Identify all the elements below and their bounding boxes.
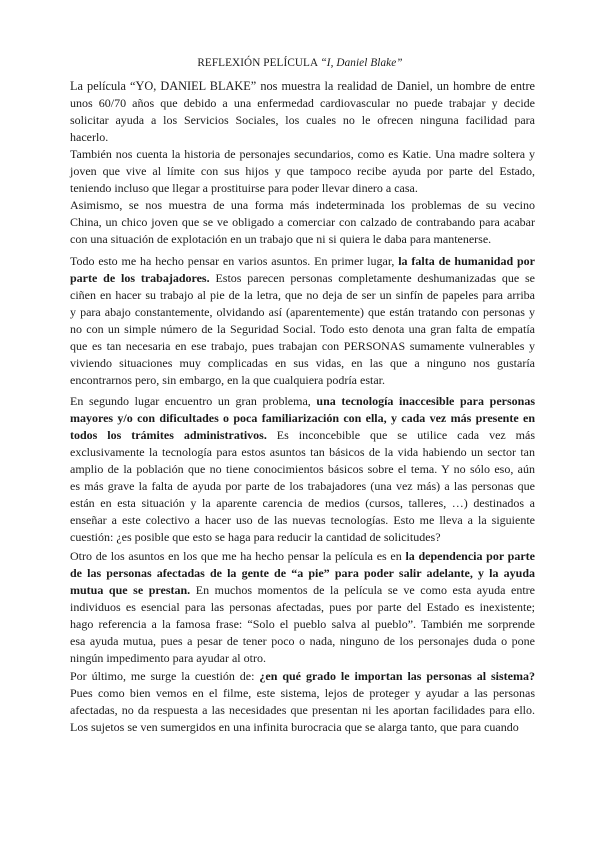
text-segment: viviendo situaciones muy complicadas en sus vidas, en las que a ninguno nos gustaría — [70, 356, 535, 370]
text-segment: Asimismo, se nos muestra de una forma más indeterminada los problemas de su vecino — [70, 198, 535, 212]
text-segment: individuos es esencial para las personas afectadas, pues por parte del Estado es inexistente; — [70, 600, 535, 614]
text-segment: teniendo incluso que llegar a prostituirse para poder llevar dinero a casa. — [70, 181, 418, 195]
text-line — [70, 372, 535, 389]
text-line — [70, 599, 535, 616]
paragraph-intro — [70, 78, 535, 248]
text-line — [70, 633, 535, 650]
text-line — [70, 650, 535, 667]
bold-text: ¿en qué grado le importan las personas al sistema? — [259, 669, 535, 683]
paragraph-system — [70, 668, 535, 736]
text-segment: Otro de los asuntos en los que me ha hecho pensar la película es en — [70, 549, 406, 563]
text-line — [70, 112, 535, 129]
text-segment: encontrarnos pero, sin embargo, en la que cualquiera podría estar. — [70, 373, 385, 387]
bold-text: la falta de humanidad por — [398, 254, 535, 268]
text-line — [70, 270, 535, 287]
text-line — [70, 702, 535, 719]
text-line — [70, 338, 535, 355]
text-segment: También nos cuenta la historia de personajes secundarios, como es Katie. Una madre soltera y — [70, 147, 535, 161]
text-segment: Por último, me surge la cuestión de: — [70, 669, 260, 683]
text-segment: hacerlo. — [70, 130, 109, 144]
text-line — [70, 478, 535, 495]
text-line — [70, 214, 535, 231]
text-line — [70, 529, 535, 546]
text-line — [70, 444, 535, 461]
text-segment: están en esta situación y la aparente carencia de medios (cursos, talleres, …) destinados a — [70, 496, 535, 510]
document-title — [0, 57, 600, 69]
bold-text: una tecnología inaccesible para personas — [316, 394, 535, 408]
text-line — [70, 719, 535, 736]
bold-text: mutua que se prestan. — [70, 583, 191, 597]
text-segment: joven que vive al límite con sus hijos y que tampoco recibe ayuda por parte del Estado, — [70, 164, 535, 178]
text-line — [70, 231, 535, 248]
text-line — [70, 668, 535, 685]
text-segment: esa ayuda mutua, pues a pesar de tener poco o nada, ninguno de los personajes duda o pone — [70, 634, 535, 648]
bold-text: de las personas afectadas de la gente de “a pie” para poder salir adelante, y la ayuda — [70, 566, 535, 580]
text-line — [70, 616, 535, 633]
text-line — [70, 495, 535, 512]
paragraph-humanity — [70, 253, 535, 389]
text-line — [70, 304, 535, 321]
bold-text: la dependencia por parte — [405, 549, 535, 563]
text-line — [70, 410, 535, 427]
text-line — [70, 253, 535, 270]
text-segment: Estos parecen personas completamente deshumanizadas que se — [209, 271, 535, 285]
text-segment: Los sujetos se ven sumergidos en una infinita burocracia que se alarga tanto, que para cuando — [70, 720, 519, 734]
text-segment: es más grave la falta de ayuda por parte de los trabajadores (una vez más) a las personas que — [70, 479, 535, 493]
text-segment: cuestión: ¿es posible que esto se haga para reducir la cantidad de solicitudes? — [70, 530, 441, 544]
text-segment: Pues como bien vemos en el filme, este sistema, lejos de proteger y ayudar a las personas — [70, 686, 535, 700]
text-line — [70, 461, 535, 478]
text-segment: unos 60/70 años que debido a una enfermedad cardiovascular no puede trabajar y decide — [70, 96, 535, 110]
title-prefix: REFLEXIÓN PELÍCULA — [197, 57, 321, 69]
bold-text: parte de los trabajadores. — [70, 271, 210, 285]
text-line — [70, 393, 535, 410]
paragraph-mutual-aid — [70, 548, 535, 667]
text-segment: amplio de la población que no tiene conocimientos básicos sobre el tema. Y no sólo eso, aún — [70, 462, 535, 476]
text-line — [70, 95, 535, 112]
text-line — [70, 78, 535, 95]
text-line — [70, 582, 535, 599]
text-segment: con una situación de explotación en un trabajo que ni si quiera le daba para mantenerse. — [70, 232, 492, 246]
text-line — [70, 287, 535, 304]
text-segment: no con un simple número de la Seguridad Social. Todo esto denota una gran falta de empatía — [70, 322, 535, 336]
text-line — [70, 146, 535, 163]
text-segment: Es inconcebible que se utilice cada vez más — [266, 428, 536, 442]
text-segment: hago referencia a la famosa frase: “Solo el pueblo salva al pueblo”. También me sorprende — [70, 617, 535, 631]
bold-text: todos los trámites administrativos. — [70, 428, 267, 442]
text-line — [70, 427, 535, 444]
text-segment: y para abajo constantemente, olvidando así (aparentemente) que están tratando con personas y — [70, 305, 535, 319]
text-line — [70, 180, 535, 197]
text-segment: En muchos momentos de la película se ve como esta ayuda entre — [190, 583, 535, 597]
bold-text: mayores y/o con dificultades o poca familiarización con ella, y cada vez más presente en — [70, 411, 535, 425]
text-line — [70, 685, 535, 702]
text-line — [70, 129, 535, 146]
text-segment: ciñen en hacer su trabajo al pie de la letra, que no deja de ser un sinfín de papeles para arriba — [70, 288, 535, 302]
text-segment: Todo esto me ha hecho pensar en varios asuntos. En primer lugar, — [70, 254, 399, 268]
text-segment: exclusivamente la tecnología para estos asuntos tan básicos de la vida habiendo un sector tan — [70, 445, 535, 459]
text-segment: China, un chico joven que se ve obligado a comerciar con calzado de contrabando para acabar — [70, 215, 535, 229]
paragraph-technology — [70, 393, 535, 546]
text-segment: que es tan necesaria en ese trabajo, pues trabajan con PERSONAS sumamente vulnerables y — [70, 339, 535, 353]
text-segment: afectadas, no da respuesta a las necesidades que presentan ni les aportan facilidades para ello. — [70, 703, 535, 717]
text-segment: La película “YO, DANIEL BLAKE” nos muestra la realidad de Daniel, un hombre de entre — [70, 79, 535, 93]
text-line — [70, 565, 535, 582]
text-segment: ningún impedimento para ayudar al otro. — [70, 651, 266, 665]
text-line — [70, 163, 535, 180]
title-film: “I, Daniel Blake” — [320, 57, 403, 69]
text-line — [70, 548, 535, 565]
text-segment: solicitar ayuda a los Servicios Sociales, los cuales no le ofrecen ninguna facilidad para — [70, 113, 535, 127]
text-line — [70, 355, 535, 372]
text-line — [70, 512, 535, 529]
text-line — [70, 321, 535, 338]
text-segment: enseñar a este colectivo a hacer uso de las nuevas tecnologías. Esto me lleva a la siguiente — [70, 513, 535, 527]
text-line — [70, 197, 535, 214]
text-segment: En segundo lugar encuentro un gran problema, — [70, 394, 317, 408]
